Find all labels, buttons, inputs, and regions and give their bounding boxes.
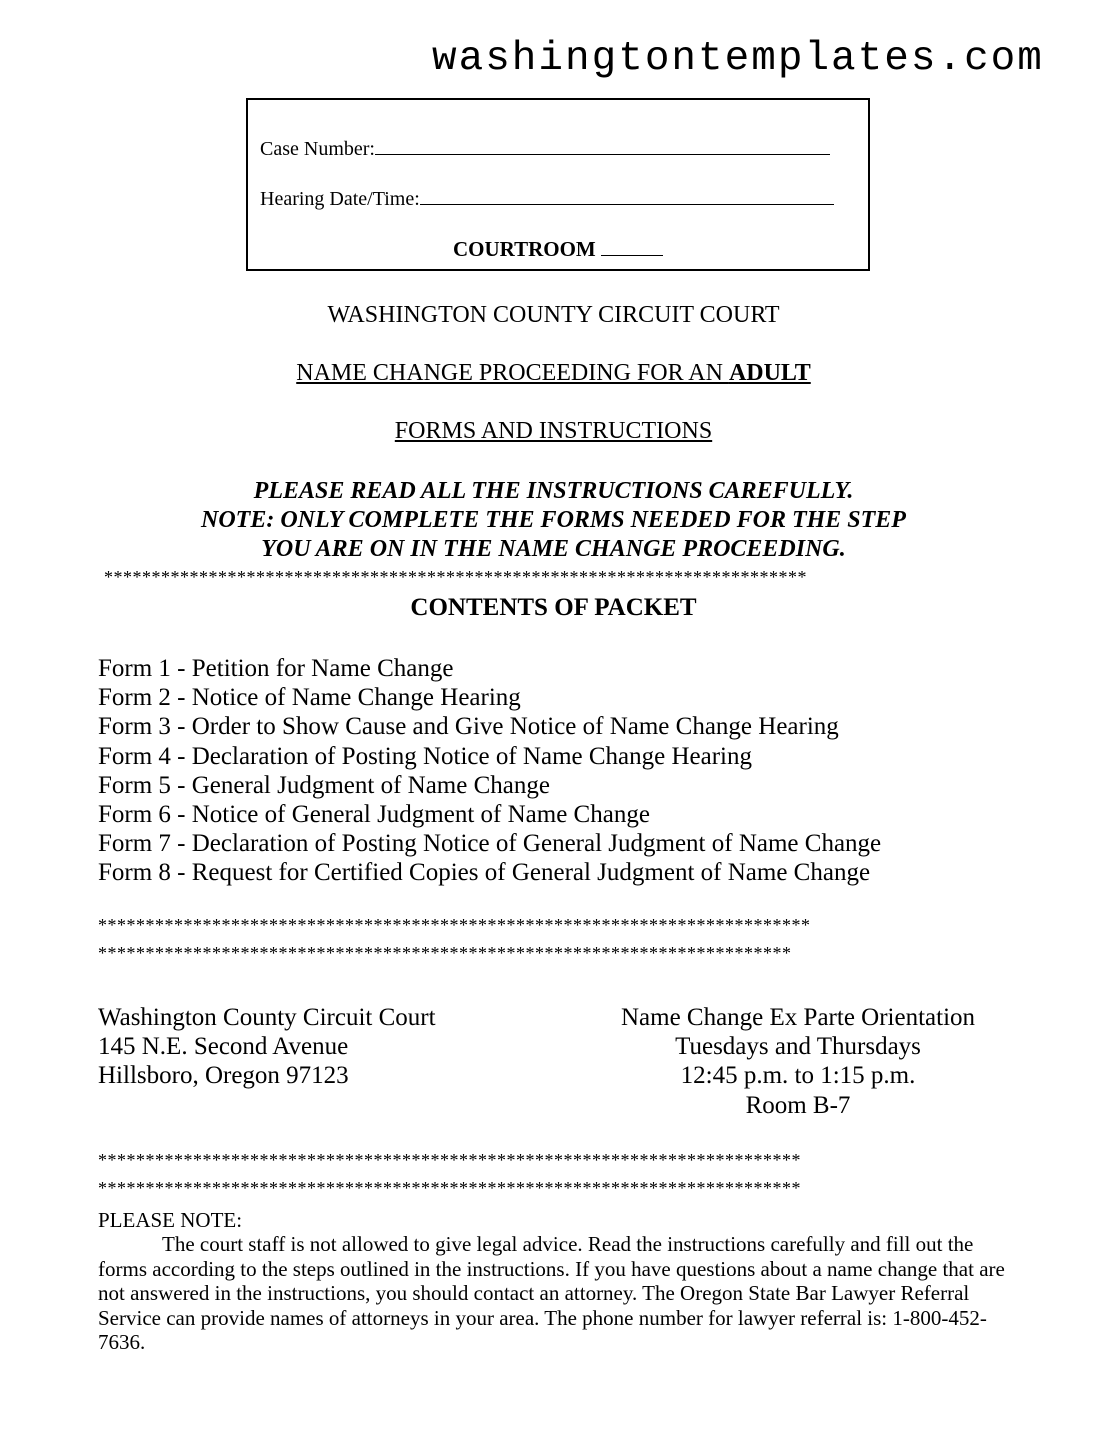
notice-line-1: PLEASE READ ALL THE INSTRUCTIONS CAREFULLY. — [253, 478, 854, 504]
separator: *************************************************************************** — [98, 915, 811, 935]
list-item: Form 5 - General Judgment of Name Change — [98, 771, 550, 799]
orientation-room: Room B-7 — [745, 1091, 851, 1119]
separator: ************************************************************************** — [98, 1150, 801, 1170]
list-item: Form 2 - Notice of Name Change Hearing — [98, 684, 521, 712]
proceeding-title-text: NAME CHANGE PROCEEDING FOR AN — [296, 360, 729, 386]
list-item: Form 6 - Notice of General Judgment of Name Change — [98, 801, 650, 829]
watermark-text: washingtontemplates.com — [432, 36, 1044, 82]
forms-and-instructions-title: FORMS AND INSTRUCTIONS — [394, 418, 713, 444]
separator: ************************************************************************** — [98, 1178, 801, 1198]
orientation-days: Tuesdays and Thursdays — [675, 1033, 921, 1061]
contents-title: CONTENTS OF PACKET — [410, 594, 697, 621]
separator: ************************************************************************* — [98, 943, 792, 963]
case-number-row — [260, 136, 830, 161]
list-item: Form 8 - Request for Certified Copies of General Judgment of Name Change — [98, 859, 871, 887]
please-note-heading: PLEASE NOTE: — [98, 1208, 243, 1232]
courtroom-row — [248, 237, 868, 262]
hearing-row — [260, 186, 834, 211]
proceeding-title — [0, 360, 1107, 387]
case-number-field[interactable] — [375, 136, 830, 155]
notice-line-3: YOU ARE ON IN THE NAME CHANGE PROCEEDING. — [261, 536, 846, 562]
list-item: Form 3 - Order to Show Cause and Give Notice of Name Change Hearing — [98, 713, 839, 741]
case-number-label: Case Number: — [260, 138, 375, 160]
courtroom-label: COURTROOM — [452, 237, 596, 261]
orientation-title: Name Change Ex Parte Orientation — [620, 1004, 976, 1031]
list-item: Form 1 - Petition for Name Change — [98, 655, 454, 682]
address-line: Hillsboro, Oregon 97123 — [98, 1062, 349, 1090]
separator: ************************************************************************** — [104, 567, 807, 587]
court-address — [98, 1003, 436, 1091]
case-info-box — [246, 98, 870, 271]
orientation-time: 12:45 p.m. to 1:15 p.m. — [680, 1062, 916, 1090]
orientation-info — [618, 1003, 978, 1120]
address-line: 145 N.E. Second Avenue — [98, 1033, 349, 1061]
hearing-date-time-field[interactable] — [420, 186, 834, 205]
list-item: Form 4 - Declaration of Posting Notice of Name Change Hearing — [98, 742, 752, 770]
hearing-date-time-label: Hearing Date/Time: — [260, 188, 420, 210]
court-name: WASHINGTON COUNTY CIRCUIT COURT — [327, 302, 780, 328]
list-item: Form 7 - Declaration of Posting Notice of General Judgment of Name Change — [98, 830, 882, 858]
please-note-body: The court staff is not allowed to give legal advice. Read the instructions carefully and fill out the forms according to the steps outlined in the instructions. If you have questions about a name change that are not answered in the instructions, you should contact an attorney. The Oregon State Bar Lawyer Referral Service can provide names of attorneys in your area. The phone number for lawyer referral is: 1-800-452-7636. — [98, 1232, 1005, 1355]
courtroom-field[interactable] — [601, 237, 663, 256]
address-line: Washington County Circuit Court — [98, 1004, 436, 1031]
notice-line-2: NOTE: ONLY COMPLETE THE FORMS NEEDED FOR THE STEP — [201, 507, 906, 533]
forms-list — [98, 654, 881, 888]
proceeding-title-adult: ADULT — [728, 360, 811, 386]
